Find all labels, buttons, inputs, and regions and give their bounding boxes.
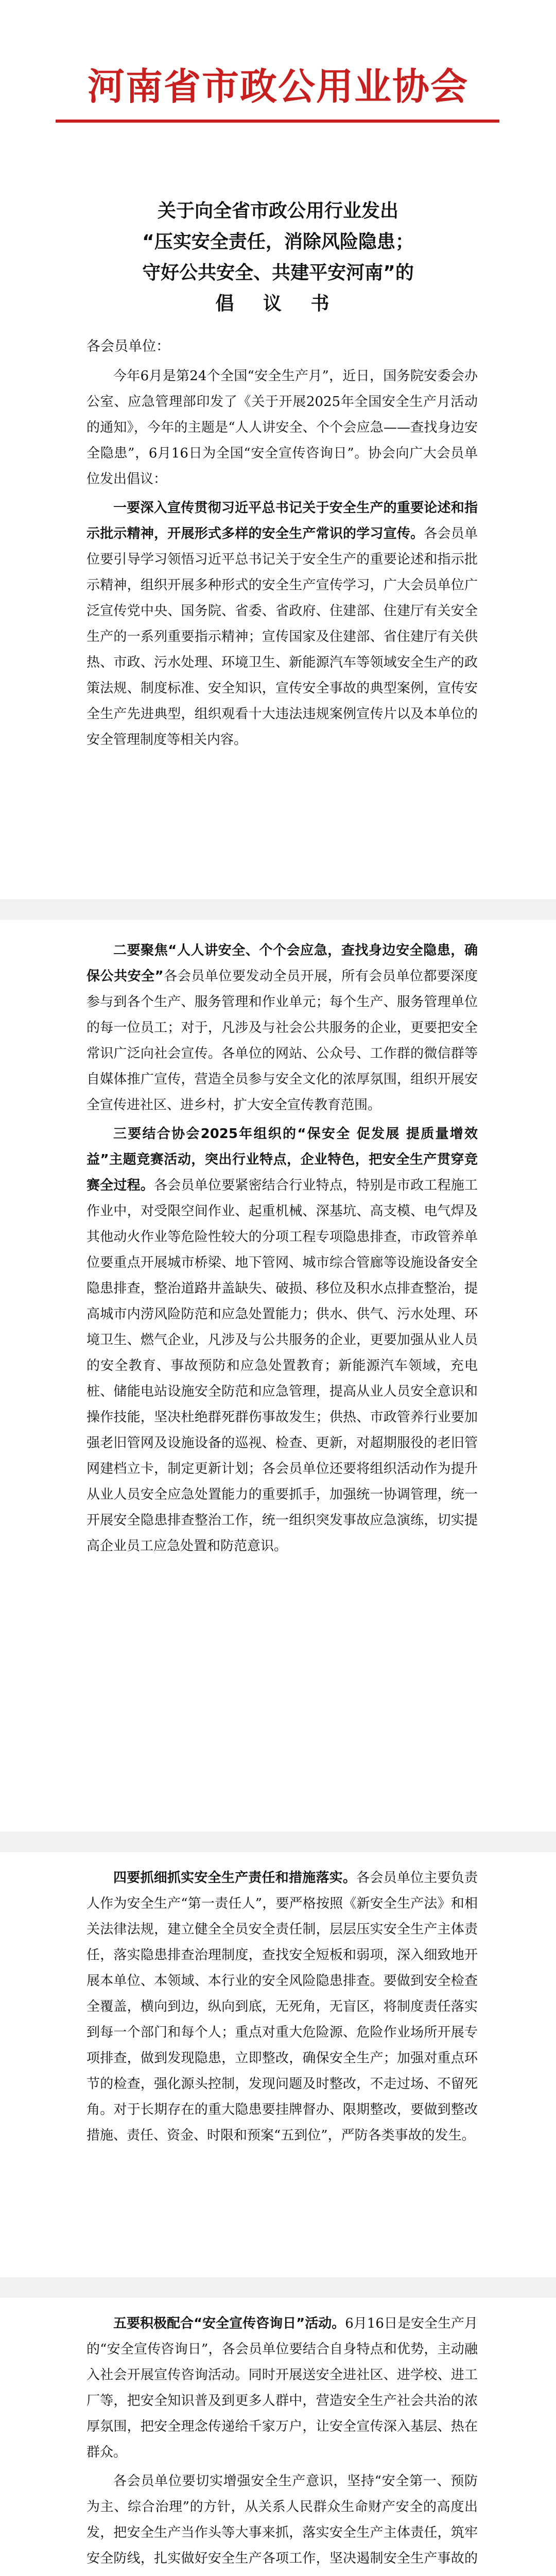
paragraph-2-body: 各会员单位要发动全员开展，所有会员单位都要深度参与到各个生产、服务管理和作业单元；每个生产、服务管理单位的每一位员工；对于，凡涉及与社会公共服务的企业，更要把安全常识广泛向社会宣传。各单位的网站、公众号、工作群的微信群等自媒体推广宣传，营造全员参与安全文化的浓厚氛围，组织开展安全宣传进社区、进乡村，扩大安全宣传教育范围。 (86, 969, 478, 1113)
document-title (77, 196, 479, 319)
body-section-4 (86, 2311, 478, 2576)
paragraph-1 (86, 495, 478, 753)
page-break (0, 1832, 556, 1852)
paragraph-4 (86, 1865, 478, 2148)
paragraph-3-lead: 三要结合协会2025年组织的“保安全 促发展 提质量增效益”主题竞赛活动，突出行业特点，企业特色，把安全生产贯穿竞赛全过程。 (86, 1126, 478, 1193)
paragraph-1-lead: 一要深入宣传贯彻习近平总书记关于安全生产的重要论述和指示批示精神，开展形式多样的安全生产常识的学习宣传。 (86, 500, 478, 541)
title-line-2: “压实安全责任，消除风险隐患； (142, 231, 414, 252)
body-section-1 (86, 363, 478, 756)
title-line-1: 关于向全省市政公用行业发出 (157, 200, 398, 222)
page-break (0, 899, 556, 920)
paragraph-4-body: 各会员单位主要负责人作为安全生产“第一责任人”，要严格按照《新安全生产法》和相关法律法规，建立健全全员安全责任制，层层压实安全生产主体责任，落实隐患排查治理制度，查找安全短板和弱项，深入细致地开展本单位、本领域、本行业的安全风险隐患排查。要做到安全检查全覆盖，横向到边，纵向到底，无死角，无盲区，将制度责任落实到每一个部门和每个人；重点对重大危险源、危险作业场所开展专项排查，做到发现隐患，立即整改，确保安全生产；加强对重点环节的检查，强化源头控制，发现问题及时整改，不走过场、不留死角。对于长期存在的重大隐患要挂牌督办、限期整改，要做到整改措施、责任、资金、时限和预案“五到位”，严防各类事故的发生。 (86, 1870, 478, 2143)
paragraph-2-lead: 二要聚焦“人人讲安全、个个会应急，查找身边安全隐患，确保公共安全” (86, 943, 478, 984)
title-line-3: 守好公共安全、共建平安河南”的 (142, 262, 414, 283)
paragraph-5-lead: 五要积极配合“安全宣传咨询日”活动。 (113, 2316, 345, 2331)
paragraph-intro: 今年6月是第24个全国“安全生产月”，近日，国务院安委会办公室、应急管理部印发了《关于开展2025年全国安全生产月活动的通知》，今年的主题是“人人讲安全、个个会应急——查找身边安全隐患”，6月16日为全国“安全宣传咨询日”。协会向广大会员单位发出倡议： (86, 368, 478, 487)
paragraph-1-body: 各会员单位要引导学习领悟习近平总书记关于安全生产的重要论述和指示批示精神，组织开展多种形式的安全生产宣传学习，广大会员单位广泛宣传党中央、国务院、省委、省政府、住建部、住建厅有关安全生产的一系列重要指示精神；宣传国家及住建部、省住建厅有关供热、市政、污水处理、环境卫生、新能源汽车等领域安全生产的政策法规、制度标准、安全知识，宣传安全事故的典型案例，宣传安全生产先进典型，组织观看十大违法违规案例宣传片以及本单位的安全管理制度等相关内容。 (86, 526, 478, 748)
paragraph-3-body: 各会员单位要紧密结合行业特点，特别是市政工程施工作业中，对受限空间作业、起重机械、深基坑、高支模、电气焊及其他动火作业等危险性较大的分项工程专项隐患排查，市政管养单位要重点开展城市桥梁、地下管网、城市综合管廊等设施设备安全隐患排查，整治道路井盖缺失、破损、移位及积水点排查整治，提高城市内涝风险防范和应急处置能力；供水、供气、污水处理、环境卫生、燃气企业，凡涉及与公共服务的企业，更要加强从业人员的安全教育、事故预防和应急处置教育；新能源汽车领域，充电桩、储能电站设施安全防范和应急管理，提高从业人员安全意识和操作技能，坚决杜绝群死群伤事故发生；供热、市政管养行业要加强老旧管网及设施设备的巡视、检查、更新，对超期服役的老旧管网建档立卡，制定更新计划；各会员单位还要将组织活动作为提升从业人员安全应急处置能力的重要抓手，加强统一协调管理，统一开展安全隐患排查整治工作，统一组织突发事故应急演练，切实提高企业员工应急处置和防范意识。 (86, 1178, 478, 1554)
paragraph-5 (86, 2311, 478, 2465)
paragraph-4-lead: 四要抓细抓实安全生产责任和措施落实。 (113, 1870, 357, 1886)
header-red-rule (56, 120, 499, 123)
salutation: 各会员单位： (86, 338, 170, 354)
body-section-2 (86, 938, 478, 1562)
body-section-3 (86, 1865, 478, 2151)
paragraph-3 (86, 1121, 478, 1559)
paragraph-5-body: 6月16日是安全生产月的“安全宣传咨询日”，各会员单位要结合自身特点和优势，主动融入社会开展宣传咨询活动。同时开展送安全进社区、进学校、进工厂等，把安全知识普及到更多人群中，营造安全生产社会共治的浓厚氛围，把安全理念传递给千家万户，让安全宣传深入基层、热在群众。 (86, 2316, 478, 2460)
org-header-title: 河南省市政公用业协会 (87, 65, 468, 108)
page-break (0, 2277, 556, 2298)
paragraph-2 (86, 938, 478, 1118)
paragraph-6: 各会员单位要切实增强安全生产意识，坚持“安全第一、预防为主、综合治理”的方针，从关系人民群众生命财产安全的高度出发，把安全生产当作头等大事来抓，落实安全生产主体责任，筑牢安全防线，扎实做好安全生产各项工作，坚决遏制安全生产事故的 (86, 2473, 478, 2566)
title-line-4: 倡 议 书 (215, 293, 341, 314)
